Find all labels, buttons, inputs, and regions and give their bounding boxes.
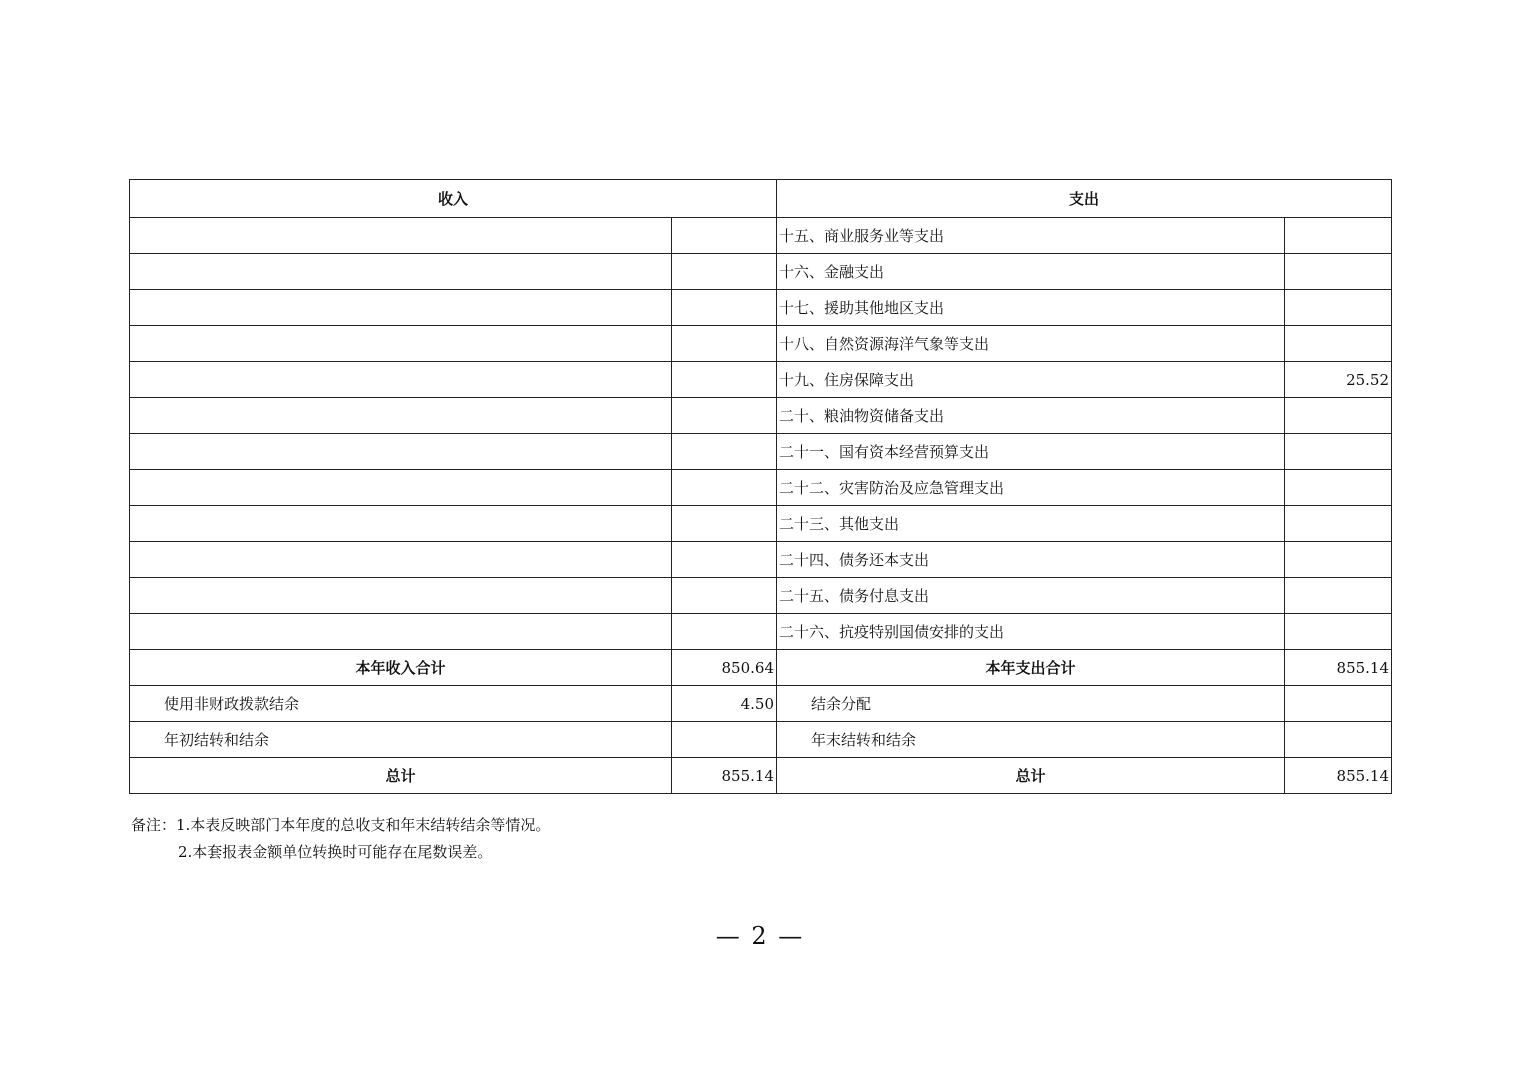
year-total-row [130,650,1392,686]
expense-label-cell: 二十三、其他支出 [777,506,1285,542]
expense-value-cell [1285,326,1392,362]
expense-label-cell: 二十五、债务付息支出 [777,578,1285,614]
income-label-cell [130,290,672,326]
income-value-cell [672,218,777,254]
income-value-cell [672,578,777,614]
expense-value-cell [1285,398,1392,434]
income-label-cell [130,254,672,290]
income-label-cell [130,470,672,506]
expense-label-cell: 十六、金融支出 [777,254,1285,290]
table-row [130,398,1392,434]
surplus-allocation-value [1285,686,1392,722]
opening-carryover-label: 年初结转和结余 [130,722,672,758]
income-label-cell [130,218,672,254]
nonfiscal-balance-label: 使用非财政拨款结余 [130,686,672,722]
balance-row [130,686,1392,722]
table-row [130,506,1392,542]
income-header: 收入 [130,180,777,218]
closing-carryover-label: 年末结转和结余 [777,722,1285,758]
grand-total-expense-value: 855.14 [1285,758,1392,794]
year-expense-total-label: 本年支出合计 [777,650,1285,686]
table-row [130,434,1392,470]
income-value-cell [672,326,777,362]
table-row [130,290,1392,326]
expense-label-cell: 二十、粮油物资储备支出 [777,398,1285,434]
income-label-cell [130,434,672,470]
expense-label-cell: 二十四、债务还本支出 [777,542,1285,578]
table-row [130,542,1392,578]
table-row [130,218,1392,254]
expense-value-cell [1285,542,1392,578]
table-row [130,578,1392,614]
note-line-2: 2.本套报表金额单位转换时可能存在尾数误差。 [178,843,493,861]
page-number: — 2 — [715,922,805,950]
table-row [130,362,1392,398]
nonfiscal-balance-value: 4.50 [672,686,777,722]
expense-label-cell: 十八、自然资源海洋气象等支出 [777,326,1285,362]
income-label-cell [130,362,672,398]
income-value-cell [672,362,777,398]
table-row [130,254,1392,290]
table-header-row [130,180,1392,218]
expense-value-cell [1285,290,1392,326]
income-value-cell [672,254,777,290]
expense-value-cell [1285,434,1392,470]
surplus-allocation-label: 结余分配 [777,686,1285,722]
expense-label-cell: 二十一、国有资本经营预算支出 [777,434,1285,470]
expense-value-cell [1285,254,1392,290]
expense-value-cell [1285,578,1392,614]
expense-value-cell: 25.52 [1285,362,1392,398]
opening-carryover-value [672,722,777,758]
expense-label-cell: 十七、援助其他地区支出 [777,290,1285,326]
note-line-1: 备注：1.本表反映部门本年度的总收支和年末结转结余等情况。 [131,816,551,834]
income-value-cell [672,290,777,326]
expense-value-cell [1285,218,1392,254]
income-value-cell [672,398,777,434]
income-label-cell [130,506,672,542]
closing-carryover-value [1285,722,1392,758]
year-income-total-value: 850.64 [672,650,777,686]
income-value-cell [672,542,777,578]
grand-total-expense-label: 总计 [777,758,1285,794]
expense-header: 支出 [777,180,1392,218]
income-value-cell [672,434,777,470]
income-label-cell [130,578,672,614]
expense-label-cell: 十九、住房保障支出 [777,362,1285,398]
income-value-cell [672,614,777,650]
grand-total-income-label: 总计 [130,758,672,794]
income-value-cell [672,506,777,542]
expense-value-cell [1285,506,1392,542]
grand-total-row [130,758,1392,794]
carryover-row [130,722,1392,758]
table-row [130,326,1392,362]
income-label-cell [130,614,672,650]
expense-label-cell: 十五、商业服务业等支出 [777,218,1285,254]
income-label-cell [130,398,672,434]
budget-summary-table [129,179,1392,794]
grand-total-income-value: 855.14 [672,758,777,794]
income-value-cell [672,470,777,506]
expense-value-cell [1285,614,1392,650]
expense-value-cell [1285,470,1392,506]
income-label-cell [130,326,672,362]
year-expense-total-value: 855.14 [1285,650,1392,686]
expense-label-cell: 二十二、灾害防治及应急管理支出 [777,470,1285,506]
table-row [130,614,1392,650]
table-row [130,470,1392,506]
year-income-total-label: 本年收入合计 [130,650,672,686]
expense-label-cell: 二十六、抗疫特别国债安排的支出 [777,614,1285,650]
table-notes [131,812,550,866]
income-label-cell [130,542,672,578]
